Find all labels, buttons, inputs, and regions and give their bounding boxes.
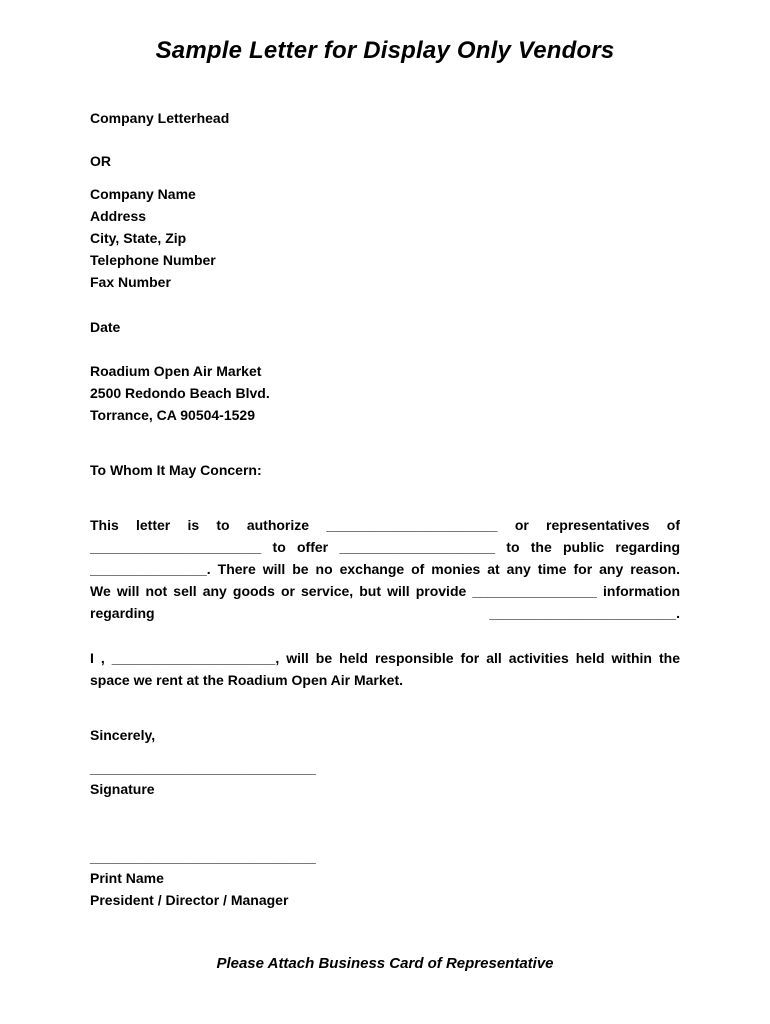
- telephone-line: Telephone Number: [90, 252, 216, 268]
- print-name-label: Print Name: [90, 870, 164, 886]
- date-line: Date: [90, 319, 121, 335]
- signature-label: Signature: [90, 781, 155, 797]
- responsibility-paragraph: [90, 647, 680, 691]
- signature-blank: _____________________________: [90, 760, 316, 776]
- body-paragraph: [90, 514, 680, 624]
- print-name-blank: _____________________________: [90, 849, 316, 865]
- closing: Sincerely,: [90, 727, 156, 743]
- document-title: Sample Letter for Display Only Vendors: [155, 37, 615, 64]
- recipient-street: 2500 Redondo Beach Blvd.: [90, 385, 270, 401]
- body-line: regarding ________________________.: [90, 605, 680, 621]
- body-line: _______________. There will be no exchange of monies at any time for any reason.: [90, 561, 680, 577]
- city-state-zip-line: City, State, Zip: [90, 230, 187, 246]
- salutation: To Whom It May Concern:: [90, 462, 262, 478]
- company-name-line: Company Name: [90, 186, 196, 202]
- address-line: Address: [90, 208, 147, 224]
- footer-note: Please Attach Business Card of Representative: [216, 955, 554, 972]
- responsibility-line: I , _____________________, will be held responsible for all activities held within the: [90, 650, 680, 666]
- fax-line: Fax Number: [90, 274, 171, 290]
- recipient-name: Roadium Open Air Market: [90, 363, 262, 379]
- title-options: President / Director / Manager: [90, 892, 289, 908]
- body-line: This letter is to authorize ______________________ or representatives of: [90, 517, 680, 533]
- letterhead-label: Company Letterhead: [90, 110, 230, 126]
- body-line: ______________________ to offer ____________________ to the public regarding: [90, 539, 680, 555]
- recipient-city: Torrance, CA 90504-1529: [90, 407, 255, 423]
- body-line: We will not sell any goods or service, but will provide ________________ information: [90, 583, 680, 599]
- responsibility-line: space we rent at the Roadium Open Air Market.: [90, 672, 404, 688]
- or-label: OR: [90, 153, 111, 169]
